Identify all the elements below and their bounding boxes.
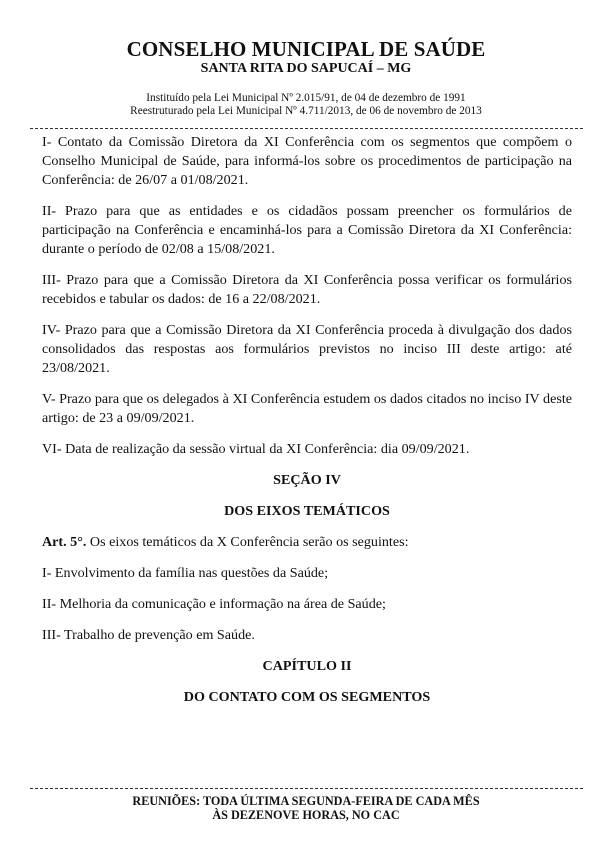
- meeting-footer: [0, 794, 612, 822]
- city-subtitle: SANTA RITA DO SAPUCAÍ – MG: [200, 61, 412, 76]
- schedule-item: III- Prazo para que a Comissão Diretora da XI Conferência possa verificar os formulários recebidos e tabular os dados: de 16 a 22/08/2021.: [42, 272, 572, 307]
- letterhead: [0, 38, 612, 118]
- schedule-item: V- Prazo para que os delegados à XI Conferência estudem os dados citados no inciso IV deste artigo: de 23 a 09/09/2021.: [42, 391, 572, 426]
- chapter-title: DO CONTATO COM OS SEGMENTOS: [183, 689, 431, 705]
- schedule-item: IV- Prazo para que a Comissão Diretora da XI Conferência proceda à divulgação dos dados consolidados das respostas aos formulários previstos no inciso III deste artigo: até 23/08/2021.: [42, 322, 572, 376]
- document-body: [42, 133, 572, 719]
- article-label: Art. 5°.: [42, 534, 87, 550]
- restructuring-law-line: Reestruturado pela Lei Municipal Nº 4.711/2013, de 06 de novembro de 2013: [130, 105, 482, 117]
- chapter-heading: CAPÍTULO II: [262, 658, 352, 674]
- footer-line: REUNIÕES: TODA ÚLTIMA SEGUNDA-FEIRA DE CADA MÊS: [132, 794, 480, 808]
- theme-item: I- Envolvimento da família nas questões da Saúde;: [42, 565, 329, 581]
- theme-item: III- Trabalho de prevenção em Saúde.: [42, 627, 255, 643]
- theme-item: II- Melhoria da comunicação e informação na área de Saúde;: [42, 596, 386, 612]
- footer-divider: [30, 788, 583, 789]
- schedule-item: VI- Data de realização da sessão virtual da XI Conferência: dia 09/09/2021.: [42, 441, 470, 457]
- section-heading: SEÇÃO IV: [273, 472, 341, 488]
- footer-line: ÀS DEZENOVE HORAS, NO CAC: [212, 808, 400, 822]
- schedule-item: II- Prazo para que as entidades e os cidadãos possam preencher os formulários de participação na Conferência e encaminhá-los para a Comissão Diretora da XI Conferência: durante o período de 02/08 a 15/08/2021.: [42, 203, 572, 257]
- article-paragraph: [42, 533, 572, 552]
- header-divider: [30, 128, 583, 129]
- section-title: DOS EIXOS TEMÁTICOS: [224, 503, 390, 519]
- founding-law-line: Instituído pela Lei Municipal Nº 2.015/91, de 04 de dezembro de 1991: [146, 92, 466, 104]
- article-text: Os eixos temáticos da X Conferência serão os seguintes:: [86, 534, 409, 550]
- schedule-item: I- Contato da Comissão Diretora da XI Conferência com os segmentos que compõem o Conselho Municipal de Saúde, para informá-los sobre os procedimentos de participação na Conferência: de 26/07 a 01/08/2021.: [42, 134, 572, 188]
- council-title: CONSELHO MUNICIPAL DE SAÚDE: [126, 37, 486, 61]
